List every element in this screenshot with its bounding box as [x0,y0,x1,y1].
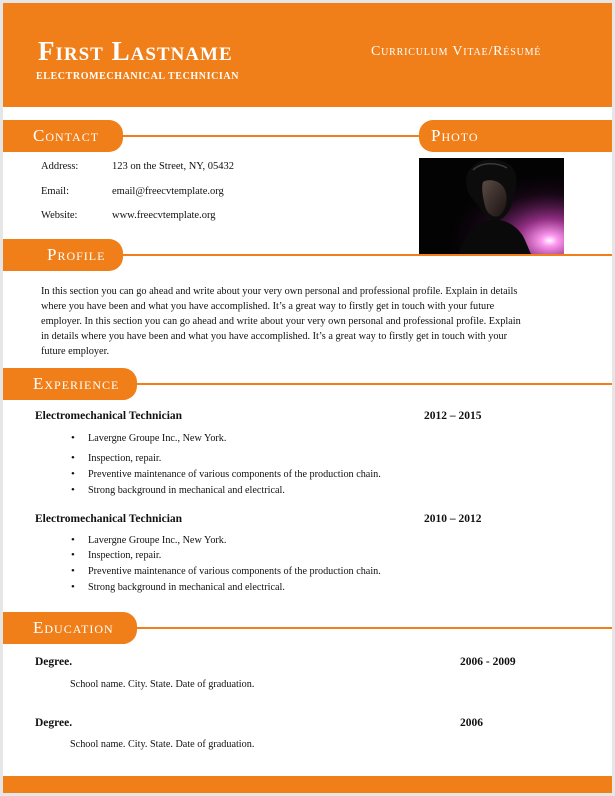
profile-heading: Profile [3,239,123,271]
job-subtitle: ELECTROMECHANICAL TECHNICIAN [36,71,240,82]
school-info: School name. City. State. Date of graduation. [70,679,255,690]
job-bullet: • Strong background in mechanical and electrical. [88,485,285,496]
job-title: Electromechanical Technician [35,410,183,422]
cv-title: Curriculum Vitae/Résumé [371,44,542,59]
contact-heading: Contact [3,120,123,152]
job-bullet: • Inspection, repair. [88,453,161,464]
job-title: Electromechanical Technician [35,513,183,525]
profile-line: future employer. [41,346,110,357]
header-bar [3,3,612,107]
job-bullet: • Strong background in mechanical and electrical. [88,582,285,593]
job-bullet: • Lavergne Groupe Inc., New York. [88,433,226,444]
email-label: Email: [41,186,69,197]
job-years: 2012 – 2015 [424,410,482,422]
school-info: School name. City. State. Date of graduation. [70,739,255,750]
profile-line: where you have been and what you have accomplished. It’s a great way to firstly get in touch with your future [41,301,495,312]
candidate-name: First Lastname [38,36,233,66]
footer-bar [3,776,612,793]
profile-line: employer. In this section you can go ahead and write about your very own personal and professional profile. Explain [41,316,521,327]
degree-years: 2006 [460,717,483,729]
portrait-photo [419,158,564,254]
website-value[interactable]: www.freecvtemplate.org [112,210,216,221]
degree-years: 2006 - 2009 [460,656,516,668]
degree-name: Degree. [35,656,73,668]
email-value[interactable]: email@freecvtemplate.org [112,186,224,197]
profile-line: In this section you can go ahead and write about your very own personal and professional profile. Explain in details [41,286,518,297]
address-value: 123 on the Street, NY, 05432 [112,161,235,172]
job-bullet: • Lavergne Groupe Inc., New York. [88,535,226,546]
job-years: 2010 – 2012 [424,513,482,525]
resume-page [3,3,612,793]
job-bullet: • Inspection, repair. [88,550,161,561]
experience-heading: Experience [3,368,137,400]
job-bullet: • Preventive maintenance of various components of the production chain. [88,566,381,577]
profile-line: in details where you have been and what you have accomplished. It’s a great way to firstly get in touch with your [41,331,508,342]
photo-heading: Photo [419,120,612,152]
job-bullet: • Preventive maintenance of various components of the production chain. [88,469,381,480]
degree-name: Degree. [35,717,73,729]
address-label: Address: [41,161,79,172]
education-heading: Education [3,612,137,644]
website-label: Website: [41,210,78,221]
portrait-image [419,158,564,254]
